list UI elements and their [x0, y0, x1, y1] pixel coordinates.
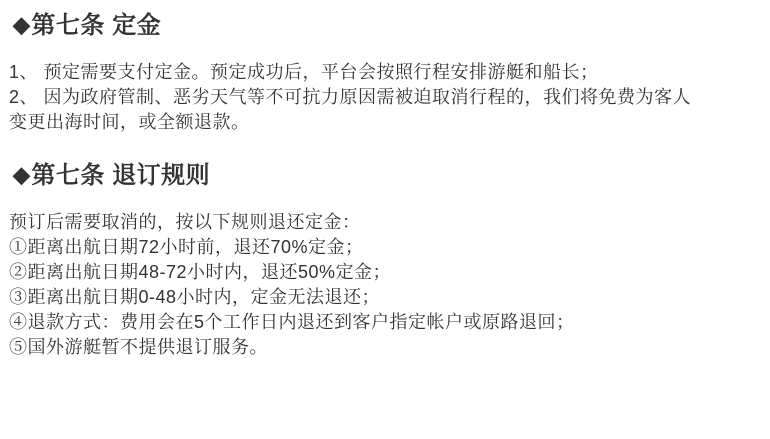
diamond-bullet-icon: ◆ [13, 12, 31, 37]
deposit-term-line-1: 1、 预定需要支付定金。预定成功后，平台会按照行程安排游艇和船长； [9, 62, 599, 82]
cancellation-rule-1: ①距离出航日期72小时前，退还70%定金； [9, 237, 364, 257]
cancellation-rule-4: ④退款方式：费用会在5个工作日内退还到客户指定帐户或原路退回； [9, 312, 575, 332]
cancellation-rules-paragraph [9, 210, 770, 360]
cancellation-rules-intro: 预订后需要取消的，按以下规则退还定金： [9, 212, 361, 232]
cancellation-rule-2: ②距离出航日期48-72小时内，退还50%定金； [9, 262, 392, 282]
section-heading-deposit-text: 第七条 定金 [31, 12, 162, 39]
deposit-terms-paragraph [9, 60, 770, 135]
cancellation-rule-3: ③距离出航日期0-48小时内，定金无法退还； [9, 287, 381, 307]
diamond-bullet-icon: ◆ [13, 162, 31, 187]
section-heading-deposit [13, 0, 770, 40]
section-heading-cancellation [13, 161, 770, 190]
deposit-term-line-2: 2、 因为政府管制、恶劣天气等不可抗力原因需被迫取消行程的，我们将免费为客人 [9, 87, 692, 107]
cancellation-rule-5: ⑤国外游艇暂不提供退订服务。 [9, 337, 268, 357]
section-heading-cancellation-text: 第七条 退订规则 [31, 162, 211, 189]
deposit-term-line-3: 变更出海时间，或全额退款。 [9, 112, 250, 132]
